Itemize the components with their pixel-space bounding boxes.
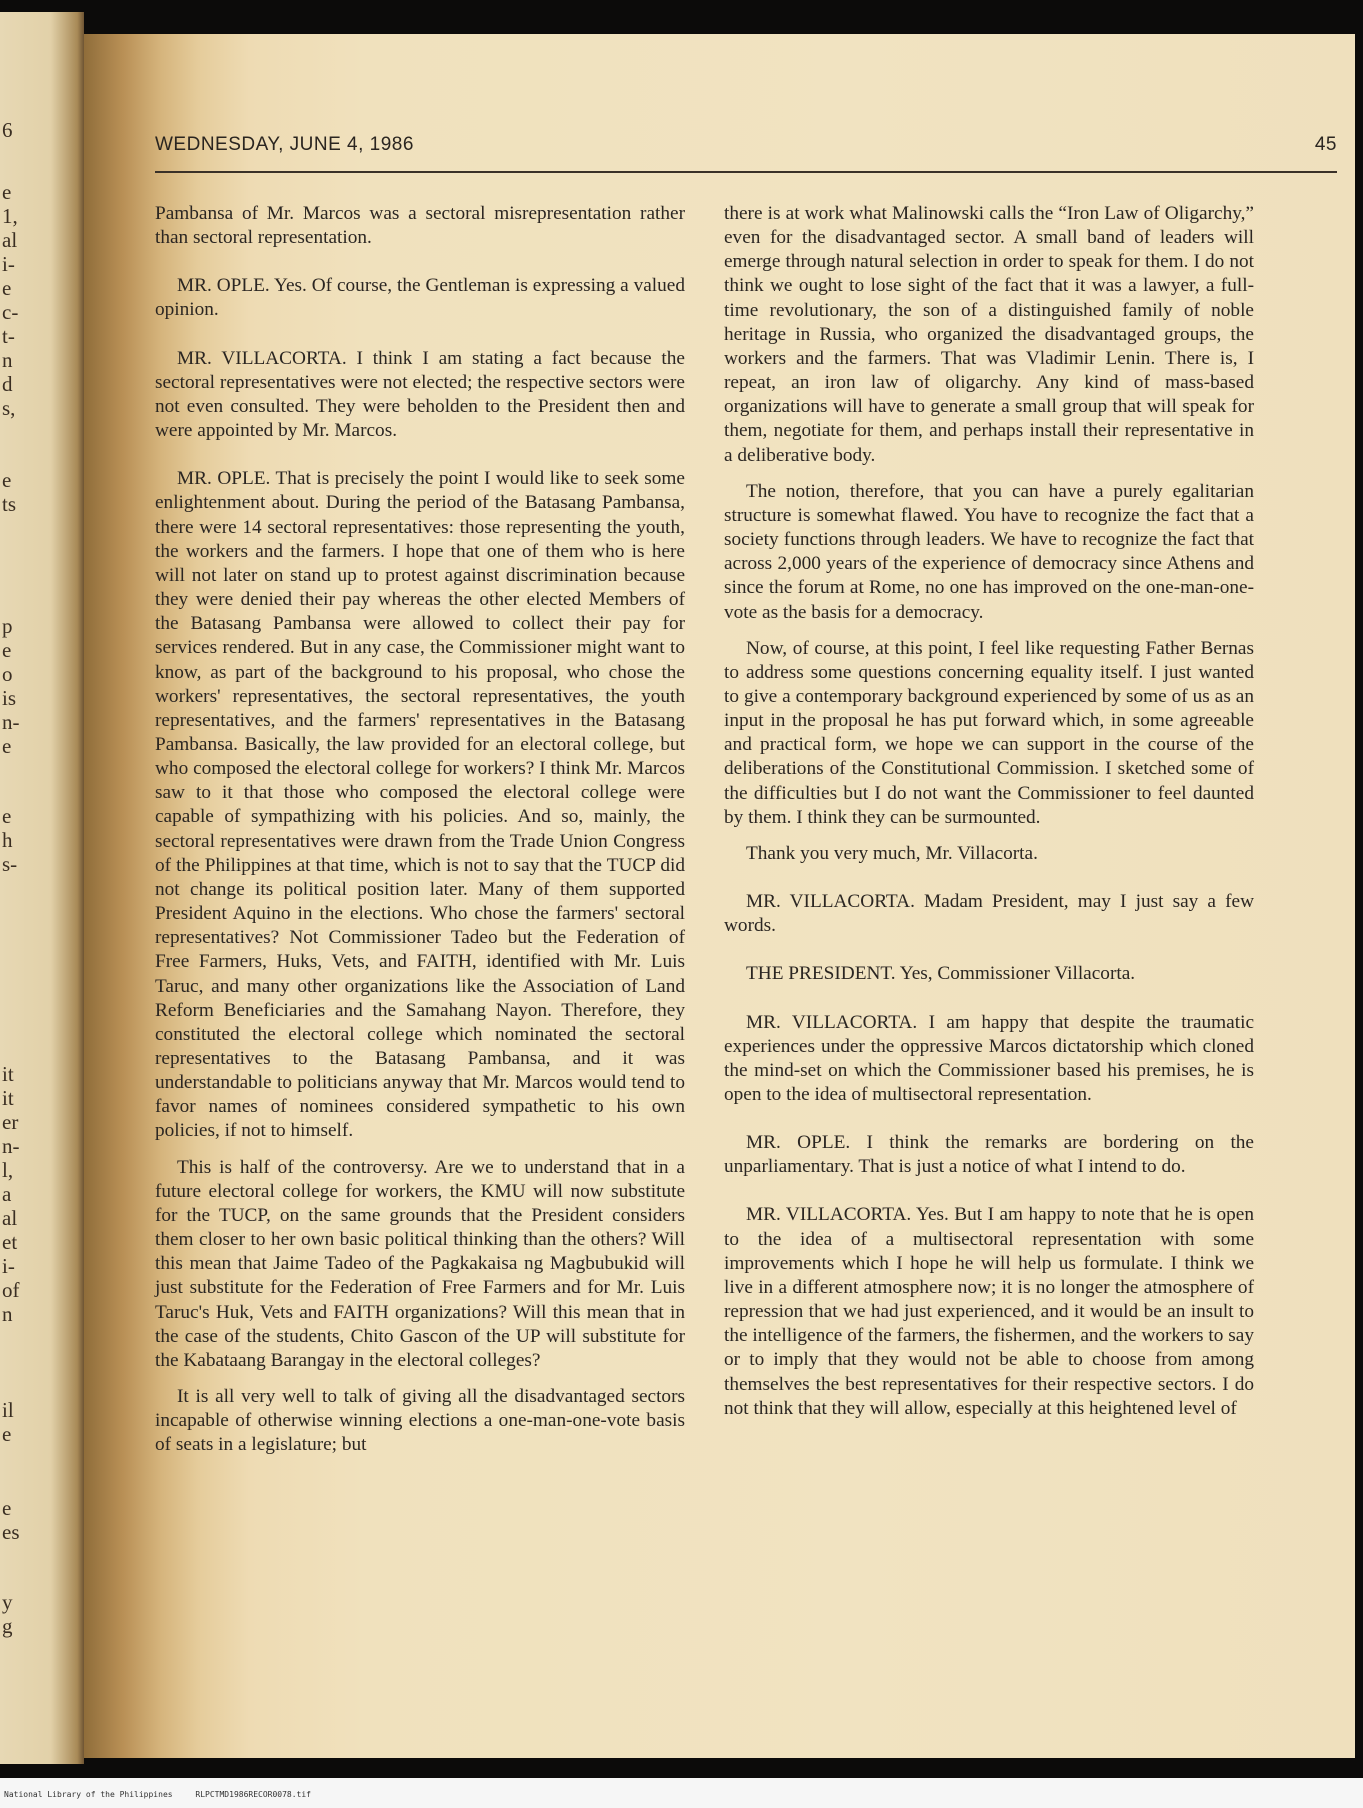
adjacent-page-fragment: y: [2, 1590, 13, 1614]
paragraph: Thank you very much, Mr. Villacorta.: [746, 842, 1038, 864]
library-name: National Library of the Philippines: [4, 1790, 173, 1799]
adjacent-page-fragment: 6: [2, 118, 13, 142]
paragraph: MR. OPLE. That is precisely the point I would like to seek some enlightenment about. During the period of the Batasang Pambansa, there were 14 sectoral representatives: those representing the youth, the workers and the farmers. I hope that one of them who is here will not later on stand up to protest against discrimination because they were denied their pay whereas the other elected Members of the Batasang Pambansa were allowed to collect their pay for services rendered. But in any case, the Commissioner might want to know, as part of the background to his proposal, who chose the workers' representatives, the sectoral representatives, the youth representatives, and the farmers' representatives in the Batasang Pambansa. Basically, the law provided for an electoral college, but who composed the electoral college for workers? I think Mr. Marcos saw to it that those who composed the electoral college were capable of sympathizing with his policies. And so, mainly, the sectoral representatives were drawn from the Trade Union Congress of the Philippines at that time, which is not to say that the TUCP did not change its political position later. Many of them supported President Aquino in the elections. Who chose the farmers' sectoral representatives? Not Commissioner Tadeo but the Federation of Free Farmers, Huks, Vets, and FAITH, identified with Mr. Luis Taruc, and many other organizations like the Association of Land Reform Beneficiaries and the Samahang Nayon. Therefore, they constituted the electoral college which nominated the sectoral representatives to the Batasang Pambansa, and it was understandable to politicians anyway that Mr. Marcos would tend to favor names of nominees considered sympathetic to his own policies, if not to himself.: [155, 468, 685, 1142]
header-date: WEDNESDAY, JUNE 4, 1986: [155, 134, 414, 155]
adjacent-page-edge: [0, 12, 84, 1764]
paragraph: MR. OPLE. Yes. Of course, the Gentleman is expressing a valued opinion.: [155, 275, 685, 321]
adjacent-page-fragment: e: [2, 468, 12, 492]
adjacent-page-fragment: a: [2, 1182, 12, 1206]
adjacent-page-fragment: i-: [2, 1254, 15, 1278]
adjacent-page-fragment: s,: [2, 396, 16, 420]
adjacent-page-fragment: er: [2, 1110, 19, 1134]
adjacent-page-fragment: d: [2, 372, 13, 396]
paragraph: MR. VILLACORTA. Madam President, may I just say a few words.: [724, 891, 1254, 937]
adjacent-page-fragment: 1,: [2, 204, 18, 228]
adjacent-page-fragment: i-: [2, 252, 15, 276]
adjacent-page-fragment: al: [2, 228, 18, 252]
file-name: RLPCTMD1986RECOR0078.tif: [195, 1790, 311, 1799]
adjacent-page-fragment: l,: [2, 1158, 14, 1182]
adjacent-page-fragment: n: [2, 1302, 13, 1326]
adjacent-page-fragment: n-: [2, 710, 20, 734]
page-number: 45: [1314, 134, 1337, 155]
adjacent-page-fragment: of: [2, 1278, 20, 1302]
adjacent-page-fragment: h: [2, 828, 13, 852]
document-page: [84, 34, 1355, 1758]
paragraph: Pambansa of Mr. Marcos was a sectoral misrepresentation rather than sectoral representation.: [155, 203, 685, 249]
adjacent-page-fragment: c-: [2, 300, 19, 324]
adjacent-page-fragment: e: [2, 1422, 12, 1446]
adjacent-page-fragment: n-: [2, 1134, 20, 1158]
paragraph: MR. OPLE. I think the remarks are bordering on the unparliamentary. That is just a notice of what I intend to do.: [724, 1132, 1254, 1178]
paragraph: THE PRESIDENT. Yes, Commissioner Villacorta.: [746, 963, 1136, 985]
adjacent-page-fragment: et: [2, 1230, 18, 1254]
adjacent-page-fragment: e: [2, 734, 12, 758]
running-header: [155, 134, 1337, 166]
paragraph: Now, of course, at this point, I feel like requesting Father Bernas to address some questions concerning equality itself. I just wanted to give a contemporary background experienced by some of us as an input in the proposal he has put forward which, in some agreeable and practical form, we hope we can support in the course of the deliberations of the Constitutional Commission. I sketched some of the difficulties but I do not want the Commissioner to feel daunted by them. I think they can be surmounted.: [724, 637, 1254, 828]
adjacent-page-fragment: e: [2, 1496, 12, 1520]
paragraph: MR. VILLACORTA. Yes. But I am happy to note that he is open to the idea of a multisectoral representation with some improvements which I hope he will help us formulate. I think we live in a different atmosphere now; it is no longer the atmosphere of repression that we had just experienced, and it would be an insult to the intelligence of the farmers, the fishermen, and the workers to say or to imply that they would not be able to choose from among themselves the best representatives for their respective sectors. I do not think that they will allow, especially at this heightened level of: [724, 1204, 1254, 1419]
adjacent-page-fragment: it: [2, 1086, 14, 1110]
adjacent-page-fragment: e: [2, 180, 12, 204]
adjacent-page-fragment: o: [2, 662, 13, 686]
paragraph: MR. VILLACORTA. I am happy that despite the traumatic experiences under the oppressive Marcos dictatorship which cloned the mind-set on which the Commissioner based his premises, he is open to the idea of multisectoral representation.: [724, 1011, 1254, 1105]
adjacent-page-fragment: p: [2, 614, 13, 638]
paragraph: It is all very well to talk of giving all the disadvantaged sectors incapable of otherwise winning elections a one-man-one-vote basis of seats in a legislature; but: [155, 1386, 685, 1456]
paragraph: The notion, therefore, that you can have a purely egalitarian structure is somewhat flawed. You have to recognize the fact that a society functions through leaders. We have to recognize the fact that across 2,000 years of the experience of democracy since Athens and since the forum at Rome, no one has improved on the one-man-one-vote as the basis for a democracy.: [724, 480, 1254, 623]
adjacent-page-fragment: t-: [2, 324, 15, 348]
adjacent-page-fragment: e: [2, 276, 12, 300]
adjacent-page-fragment: al: [2, 1206, 18, 1230]
adjacent-page-fragment: g: [2, 1614, 13, 1638]
paragraph: MR. VILLACORTA. I think I am stating a fact because the sectoral representatives were not elected; the respective sectors were not even consulted. They were beholden to the President then and were appointed by Mr. Marcos.: [155, 347, 685, 442]
adjacent-page-fragment: e: [2, 804, 12, 828]
right-text-column: [724, 202, 1254, 1421]
scan-caption: [4, 1790, 329, 1799]
adjacent-page-fragment: ts: [2, 492, 17, 516]
adjacent-page-fragment: e: [2, 638, 12, 662]
paragraph: This is half of the controversy. Are we to understand that in a future electoral college for workers, the KMU will now substitute for the TUCP, on the same grounds that the President considers them closer to her own basic political thinking than the others? Will this mean that Jaime Tadeo of the Pagkakaisa ng Magbubukid will just substitute for the Federation of Free Farmers and for Mr. Luis Taruc's Huk, Vets and FAITH organizations? Will this mean that in the case of the students, Chito Gascon of the UP will substitute for the Kabataang Barangay in the electoral colleges?: [155, 1156, 685, 1371]
left-text-column: [155, 202, 685, 1458]
adjacent-page-fragment: is: [2, 686, 17, 710]
adjacent-page-fragment: s-: [2, 852, 18, 876]
adjacent-page-fragment: it: [2, 1062, 14, 1086]
adjacent-page-fragment: il: [2, 1398, 14, 1422]
paragraph: there is at work what Malinowski calls the “Iron Law of Oligarchy,” even for the disadvantaged sector. A small band of leaders will emerge through natural selection in order to speak for them. I do not think we ought to lose sight of the fact that it was a lawyer, a full-time revolutionary, the son of a distinguished family of noble heritage in Russia, who organized the disadvantaged groups, the workers and the farmers. That was Vladimir Lenin. There is, I repeat, an iron law of oligarchy. Any kind of mass-based organizations will have to generate a small group that will speak for them, negotiate for them, and perhaps install their representative in a deliberative body.: [724, 203, 1254, 466]
adjacent-page-fragment: n: [2, 348, 13, 372]
header-rule: [155, 171, 1337, 173]
adjacent-page-fragment: es: [2, 1520, 20, 1544]
